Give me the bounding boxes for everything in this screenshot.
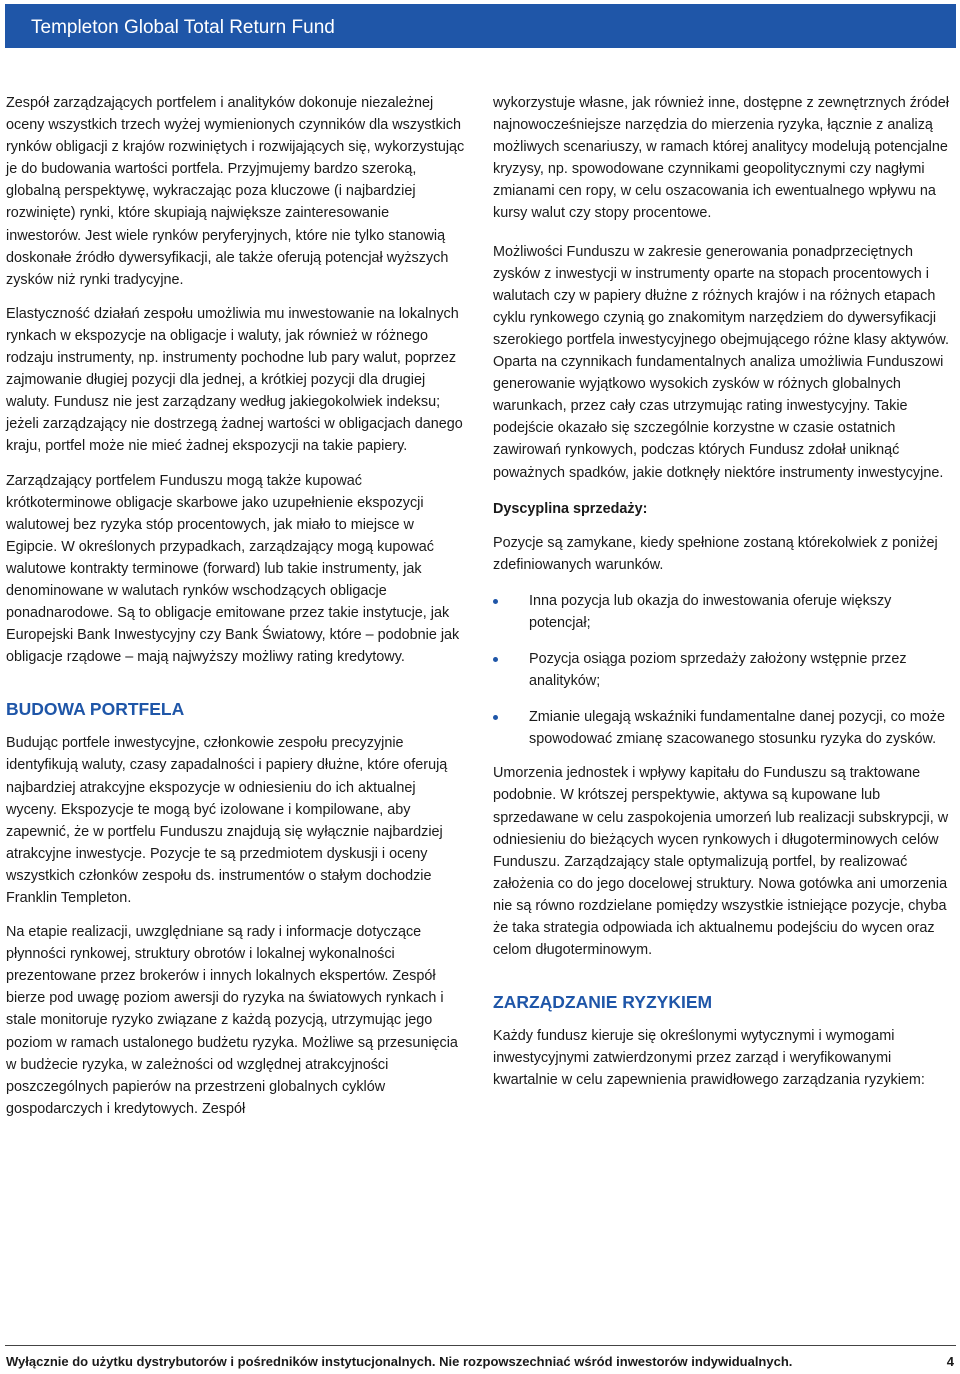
condition-list	[493, 590, 955, 751]
header-bar	[5, 4, 956, 48]
paragraph: Możliwości Funduszu w zakresie generowania ponadprzeciętnych zysków z inwestycji w instrumenty oparte na stopach procentowych i walutach czy w papiery dłużne z różnych krajów i na różnych etapach cyklu rynkowego czynią go znakomitym narzędziem do dywersyfikacji szerokiego portfela inwestycyjnego obejmującego różne klasy aktywów. Oparta na czynnikach fundamentalnych analiza umożliwia Funduszowi generowanie wyjątkowo wysokich zysków w różnych globalnych warunkach, przez cały czas utrzymując rating inwestycyjny. Takie podejście okazało się szczególnie korzystne w czasie ostatnich zawirowań rynkowych, podczas których Fundusz zdołał uniknąć poważnych spadków, jakie dotknęły niektóre instrumenty inwestycyjne.	[493, 243, 949, 481]
paragraph: wykorzystuje własne, jak również inne, dostępne z zewnętrznych źródeł najnowocześniejsze narzędzia do mierzenia ryzyka, łącznie z analizą możliwych scenariuszy, w ramach której analitycy modelują potencjalne kryzysy, np. spowodowane czynnikami geopolitycznymi czy nagłymi zmianami cen ropy, w celu oszacowania ich ewentualnego wpływu na kursy walut czy stopy procentowe.	[493, 95, 949, 222]
right-column	[493, 92, 955, 1091]
paragraph: Na etapie realizacji, uwzględniane są rady i informacje dotyczące płynności rynkowej, struktury obrotów i lokalnej wykonalności prezentowane przez brokerów i innych lokalnych ekspertów. Zespół bierze pod uwagę poziom awersji do ryzyka na światowych rynkach i stale monitoruje ryzyko związane z każdą pozycją, utrzymując jego poziom w ramach ustalonego budżetu ryzyka. Możliwe są przesunięcia w budżecie ryzyka, w zależności od względnej atrakcyjności poszczególnych papierów na przestrzeni globalnych cyklów gospodarczych i kredytowych. Zespół	[6, 924, 458, 1117]
paragraph: Elastyczność działań zespołu umożliwia mu inwestowanie na lokalnych rynkach w ekspozycje na obligacje i waluty, jak również w różnego rodzaju instrumenty, np. instrumenty pochodne lub pary walut, poprzez zajmowanie długiej pozycji dla jednej, a krótkiej pozycji dla drugiej waluty. Fundusz nie jest zarządzany według jakiegokolwiek indeksu; jeżeli zarządzający nie dostrzegą żadnej wartości w obligacjach danego kraju, portfel może nie mieć żadnej ekspozycji na takie papiery.	[6, 305, 463, 455]
footer-disclaimer: Wyłącznie do użytku dystrybutorów i pośredników instytucjonalnych. Nie rozpowszechniać wśród inwestorów indywidualnych.	[6, 1354, 793, 1369]
list-item: Pozycja osiąga poziom sprzedaży założony wstępnie przez analityków;	[493, 648, 955, 692]
paragraph: Pozycje są zamykane, kiedy spełnione zostaną którekolwiek z poniżej zdefiniowanych warunków.	[493, 534, 938, 573]
document-title: Templeton Global Total Return Fund	[31, 17, 335, 38]
paragraph: Budując portfele inwestycyjne, członkowie zespołu precyzyjnie identyfikują waluty, czasy zapadalności i papiery dłużne, które oferują najbardziej atrakcyjne ekspozycje w odniesieniu do ich aktualnej wyceny. Ekspozycje te mogą być izolowane i kompilowane, aby zapewnić, że w portfelu Funduszu znajdują się wyłącznie najbardziej atrakcyjne inwestycje. Pozycje te są przedmiotem dyskusji i oceny wszystkich członków zespołu ds. instrumentów o stałym dochodzie Franklin Templeton.	[6, 735, 448, 906]
left-column	[6, 92, 468, 1120]
list-item: Inna pozycja lub okazja do inwestowania oferuje większy potencjał;	[493, 590, 955, 634]
subheading-dyscyplina-sprzedazy: Dyscyplina sprzedaży:	[493, 500, 648, 517]
paragraph: Zespół zarządzających portfelem i analityków dokonuje niezależnej oceny wszystkich trzech wyżej wymienionych czynników dla wszystkich rynków obligacji z krajów rozwiniętych i rozwijających się, wykorzystując je do budowania wartości portfela. Przyjmujemy bardzo szeroką, globalną perspektywę, wykraczając poza kluczowe (i najbardziej rozwinięte) rynki, które skupiają największe zainteresowanie inwestorów. Jest wiele rynków peryferyjnych, które nie tylko stanowią doskonałe źródło dywersyfikacji, ale także oferują potencjał wyższych zysków niż rynki tradycyjne.	[6, 95, 465, 288]
paragraph: Umorzenia jednostek i wpływy kapitału do Funduszu są traktowane podobnie. W krótszej perspektywie, aktywa są kupowane lub sprzedawane w celu zaspokojenia umorzeń lub realizacji subskrypcji, w odniesieniu do bieżących wycen rynkowych i długoterminowych celów Funduszu. Zarządzający stale optymalizują portfel, by realizować założenia co do jego docelowej struktury. Nowa gotówka ani umorzenia nie są równo rozdzielane pomiędzy wszystkie istniejące pozycje, chyba że taka strategia odpowiada ich aktualnemu podejściu do wycen oraz celom długoterminowym.	[493, 765, 949, 959]
list-item: Zmianie ulegają wskaźniki fundamentalne danej pozycji, co może spowodować zmianę szacowanego stosunku ryzyka do zysków.	[493, 706, 955, 750]
section-heading-zarzadzanie-ryzykiem: ZARZĄDZANIE RYZYKIEM	[493, 992, 713, 1013]
section-heading-budowa-portfela: BUDOWA PORTFELA	[6, 699, 185, 720]
bullet-icon	[493, 657, 498, 662]
paragraph: Każdy fundusz kieruje się określonymi wytycznymi i wymogami inwestycyjnymi zatwierdzonymi przez zarząd i weryfikowanymi kwartalnie w celu zapewnienia prawidłowego zarządzania ryzykiem:	[493, 1028, 925, 1089]
bullet-icon	[493, 599, 498, 604]
footer-divider	[5, 1345, 956, 1346]
page-number: 4	[946, 1354, 954, 1369]
bullet-icon	[493, 715, 498, 720]
paragraph: Zarządzający portfelem Funduszu mogą także kupować krótkoterminowe obligacje skarbowe jako uzupełnienie ekspozycji walutowej bez ryzyka stóp procentowych, jak miało to miejsce w Egipcie. W określonych przypadkach, zarządzający mogą kupować walutowe kontrakty terminowe (forward) lub takie instrumenty, jak denominowane w walutach rynków wschodzących obligacje ponadnarodowe. Są to obligacje emitowane przez takie instytucje, jak Europejski Bank Inwestycyjny czy Bank Światowy, które – podobnie jak obligacje rządowe – mają najwyższy możliwy rating kredytowy.	[6, 472, 460, 666]
